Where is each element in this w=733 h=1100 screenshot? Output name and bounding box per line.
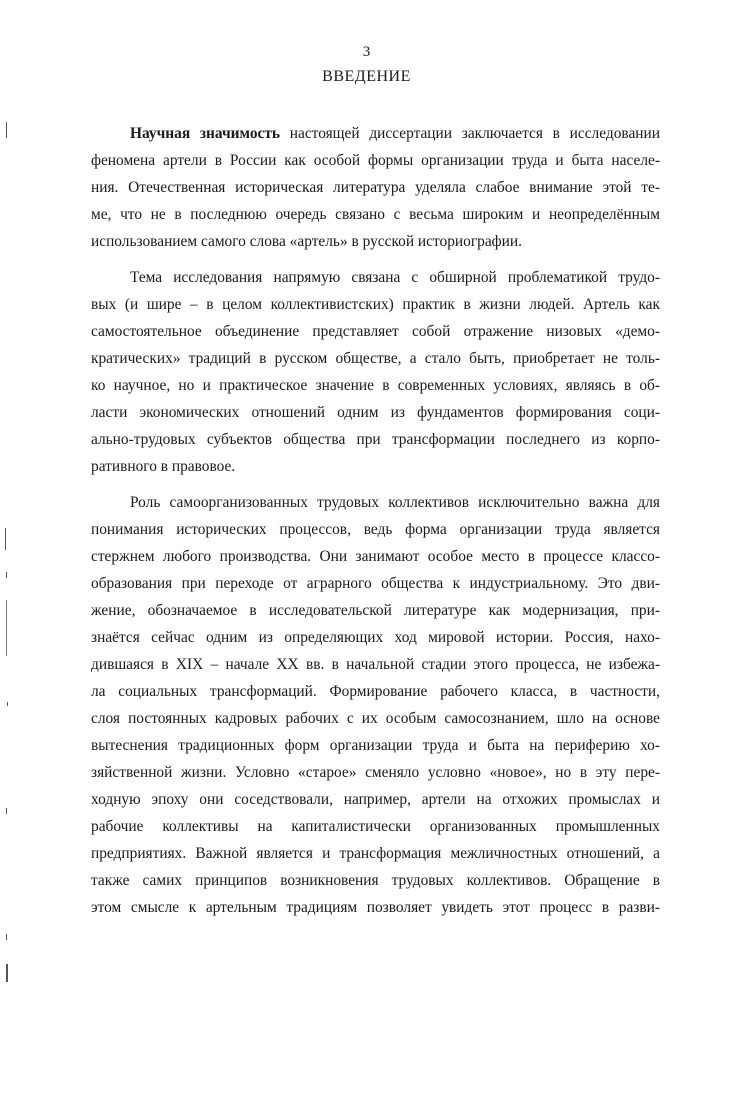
- text-line: [91, 120, 660, 147]
- text-line: Роль самоорганизованных трудовых коллективов исключительно важна для: [130, 494, 660, 511]
- page-number: 3: [362, 44, 371, 60]
- text-line: ко научное, но и практическое значение в современных условиях, являясь в об-: [91, 377, 660, 394]
- scan-artifact: [5, 528, 6, 550]
- text-line: зяйственной жизни. Условно «старое» сменяло условно «новое», но в эту пере-: [91, 764, 660, 781]
- text-run: настоящей диссертации заключается в исследовании: [280, 125, 660, 142]
- text-line: вытеснения традиционных форм организации труда и быта на периферию хо-: [91, 737, 660, 754]
- text-line: ния. Отечественная историческая литература уделяла слабое внимание этой те-: [91, 179, 660, 196]
- text-line: ально-трудовых субъектов общества при трансформации последнего из корпо-: [91, 431, 660, 448]
- page-title: ВВЕДЕНИЕ: [322, 68, 411, 85]
- text-line: использованием самого слова «артель» в русской историографии.: [91, 233, 522, 250]
- scan-artifact: [7, 702, 8, 706]
- text-line: понимания исторических процессов, ведь форма организации труда является: [91, 521, 660, 538]
- scan-artifact: [6, 122, 7, 138]
- paragraph: [91, 489, 660, 921]
- text-line: кратических» традиций в русском обществе, а стало быть, приобретает не толь-: [91, 350, 660, 367]
- text-line: дившаяся в XIX – начале XX вв. в начальной стадии этого процесса, не избежа-: [91, 656, 660, 673]
- text-line: вых (и шире – в целом коллективистских) практик в жизни людей. Артель как: [91, 296, 660, 313]
- scan-artifact: [6, 934, 7, 940]
- scan-artifact: [6, 572, 7, 578]
- text-line: ласти экономических отношений одним из фундаментов формирования соци-: [91, 404, 660, 421]
- text-line: образования при переходе от аграрного общества к индустриальному. Это дви-: [91, 575, 660, 592]
- text-line: Тема исследования напрямую связана с обширной проблематикой трудо-: [130, 269, 660, 286]
- paragraph: [91, 264, 660, 480]
- text-line: феномена артели в России как особой формы организации труда и быта населе-: [91, 152, 660, 169]
- text-line: также самих принципов возникновения трудовых коллективов. Обращение в: [91, 872, 660, 889]
- text-line: ративного в правовое.: [91, 458, 236, 475]
- text-line: жение, обозначаемое в исследовательской литературе как модернизация, при-: [91, 602, 660, 619]
- text-line: самостоятельное объединение представляет собой отражение низовых «демо-: [91, 323, 660, 340]
- scan-artifact: [6, 808, 7, 814]
- text-line: знаётся сейчас одним из определяющих ход мировой истории. Россия, нахо-: [91, 629, 660, 646]
- text-line: ходную эпоху они соседствовали, например, артели на отхожих промыслах и: [91, 791, 660, 808]
- scan-artifact: [6, 964, 8, 982]
- text-line: слоя постоянных кадровых рабочих с их особым самосознанием, шло на основе: [91, 710, 660, 727]
- text-line: ла социальных трансформаций. Формирование рабочего класса, в частности,: [91, 683, 660, 700]
- body-text: [91, 120, 660, 921]
- text-line: рабочие коллективы на капиталистически организованных промышленных: [91, 818, 660, 835]
- text-line: ме, что не в последнюю очередь связано с весьма широким и неопределённым: [91, 206, 660, 223]
- bold-lead: Научная значимость: [130, 125, 281, 142]
- text-line: этом смысле к артельным традициям позволяет увидеть этот процесс в разви-: [91, 899, 660, 916]
- paragraph: [91, 120, 660, 255]
- scan-artifact: [6, 600, 7, 656]
- text-line: предприятиях. Важной является и трансформация межличностных отношений, а: [91, 845, 660, 862]
- text-line: стержнем любого производства. Они занимают особое место в процессе классо-: [91, 548, 660, 565]
